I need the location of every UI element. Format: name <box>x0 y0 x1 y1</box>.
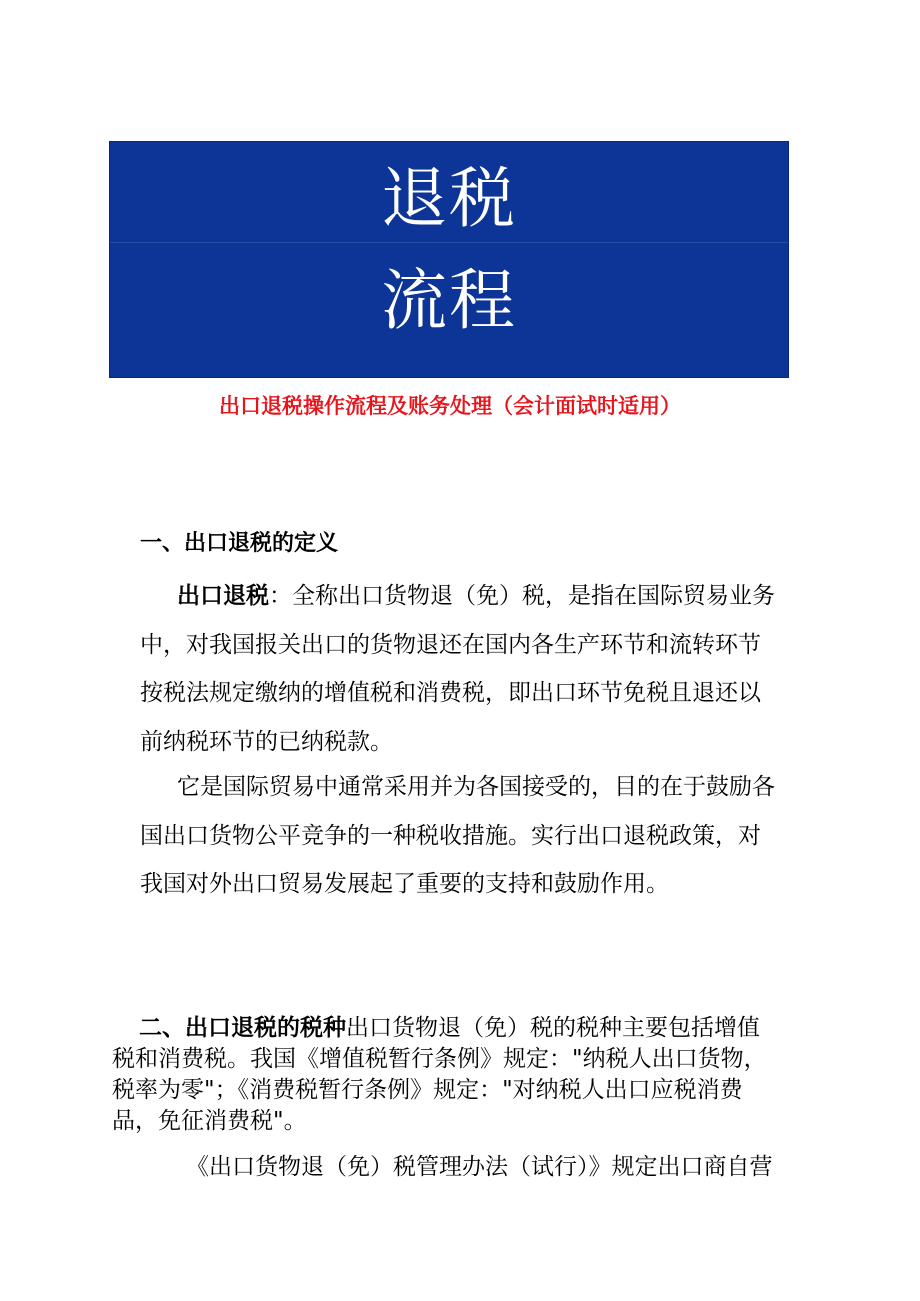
paragraph-line: 它是国际贸易中通常采用并为各国接受的，目的在于鼓励各 <box>177 774 775 800</box>
paragraph-line: 品，免征消费税"。 <box>112 1108 307 1134</box>
paragraph-line <box>112 1013 812 1044</box>
section2-paragraph <box>112 1013 812 1137</box>
line-text: 出口货物退（免）税的税种主要包括增值 <box>346 1015 760 1041</box>
document-subtitle: 出口退税操作流程及账务处理（会计面试时适用） <box>219 394 681 418</box>
banner-title-line1: 退税 <box>381 160 517 237</box>
paragraph-line: 按税法规定缴纳的增值税和消费税，即出口环节免税且退还以 <box>140 680 761 706</box>
paragraph-line: 国出口货物公平竞争的一种税收措施。实行出口退税政策，对 <box>140 822 761 849</box>
title-banner <box>109 141 789 378</box>
banner-divider <box>110 242 788 243</box>
section2-heading: 二、出口退税的税种 <box>139 1015 346 1041</box>
section2-paragraph2: 《出口货物退（免）税管理办法（试行）》规定出口商自营 <box>186 1154 773 1180</box>
paragraph-line <box>140 572 800 621</box>
section1-paragraph2 <box>140 763 800 909</box>
paragraph-line: 我国对外出口贸易发展起了重要的支持和鼓励作用。 <box>140 871 669 897</box>
paragraph-line: 税率为零"；《消费税暂行条例》规定："对纳税人出口应税消费 <box>112 1077 743 1103</box>
banner-title-line2: 流程 <box>381 262 517 339</box>
paragraph-line: 税和消费税。我国《增值税暂行条例》规定："纳税人出口货物， <box>112 1046 767 1072</box>
section1-heading: 一、出口退税的定义 <box>140 531 339 556</box>
paragraph-line: 前纳税环节的已纳税款。 <box>140 728 393 755</box>
paragraph-line: 中，对我国报关出口的货物退还在国内各生产环节和流转环节 <box>140 631 761 658</box>
bold-term: 出口退税 <box>177 583 269 609</box>
section1-paragraph1 <box>140 572 800 766</box>
line-text: ：全称出口货物退（免）税，是指在国际贸易业务 <box>269 583 775 609</box>
